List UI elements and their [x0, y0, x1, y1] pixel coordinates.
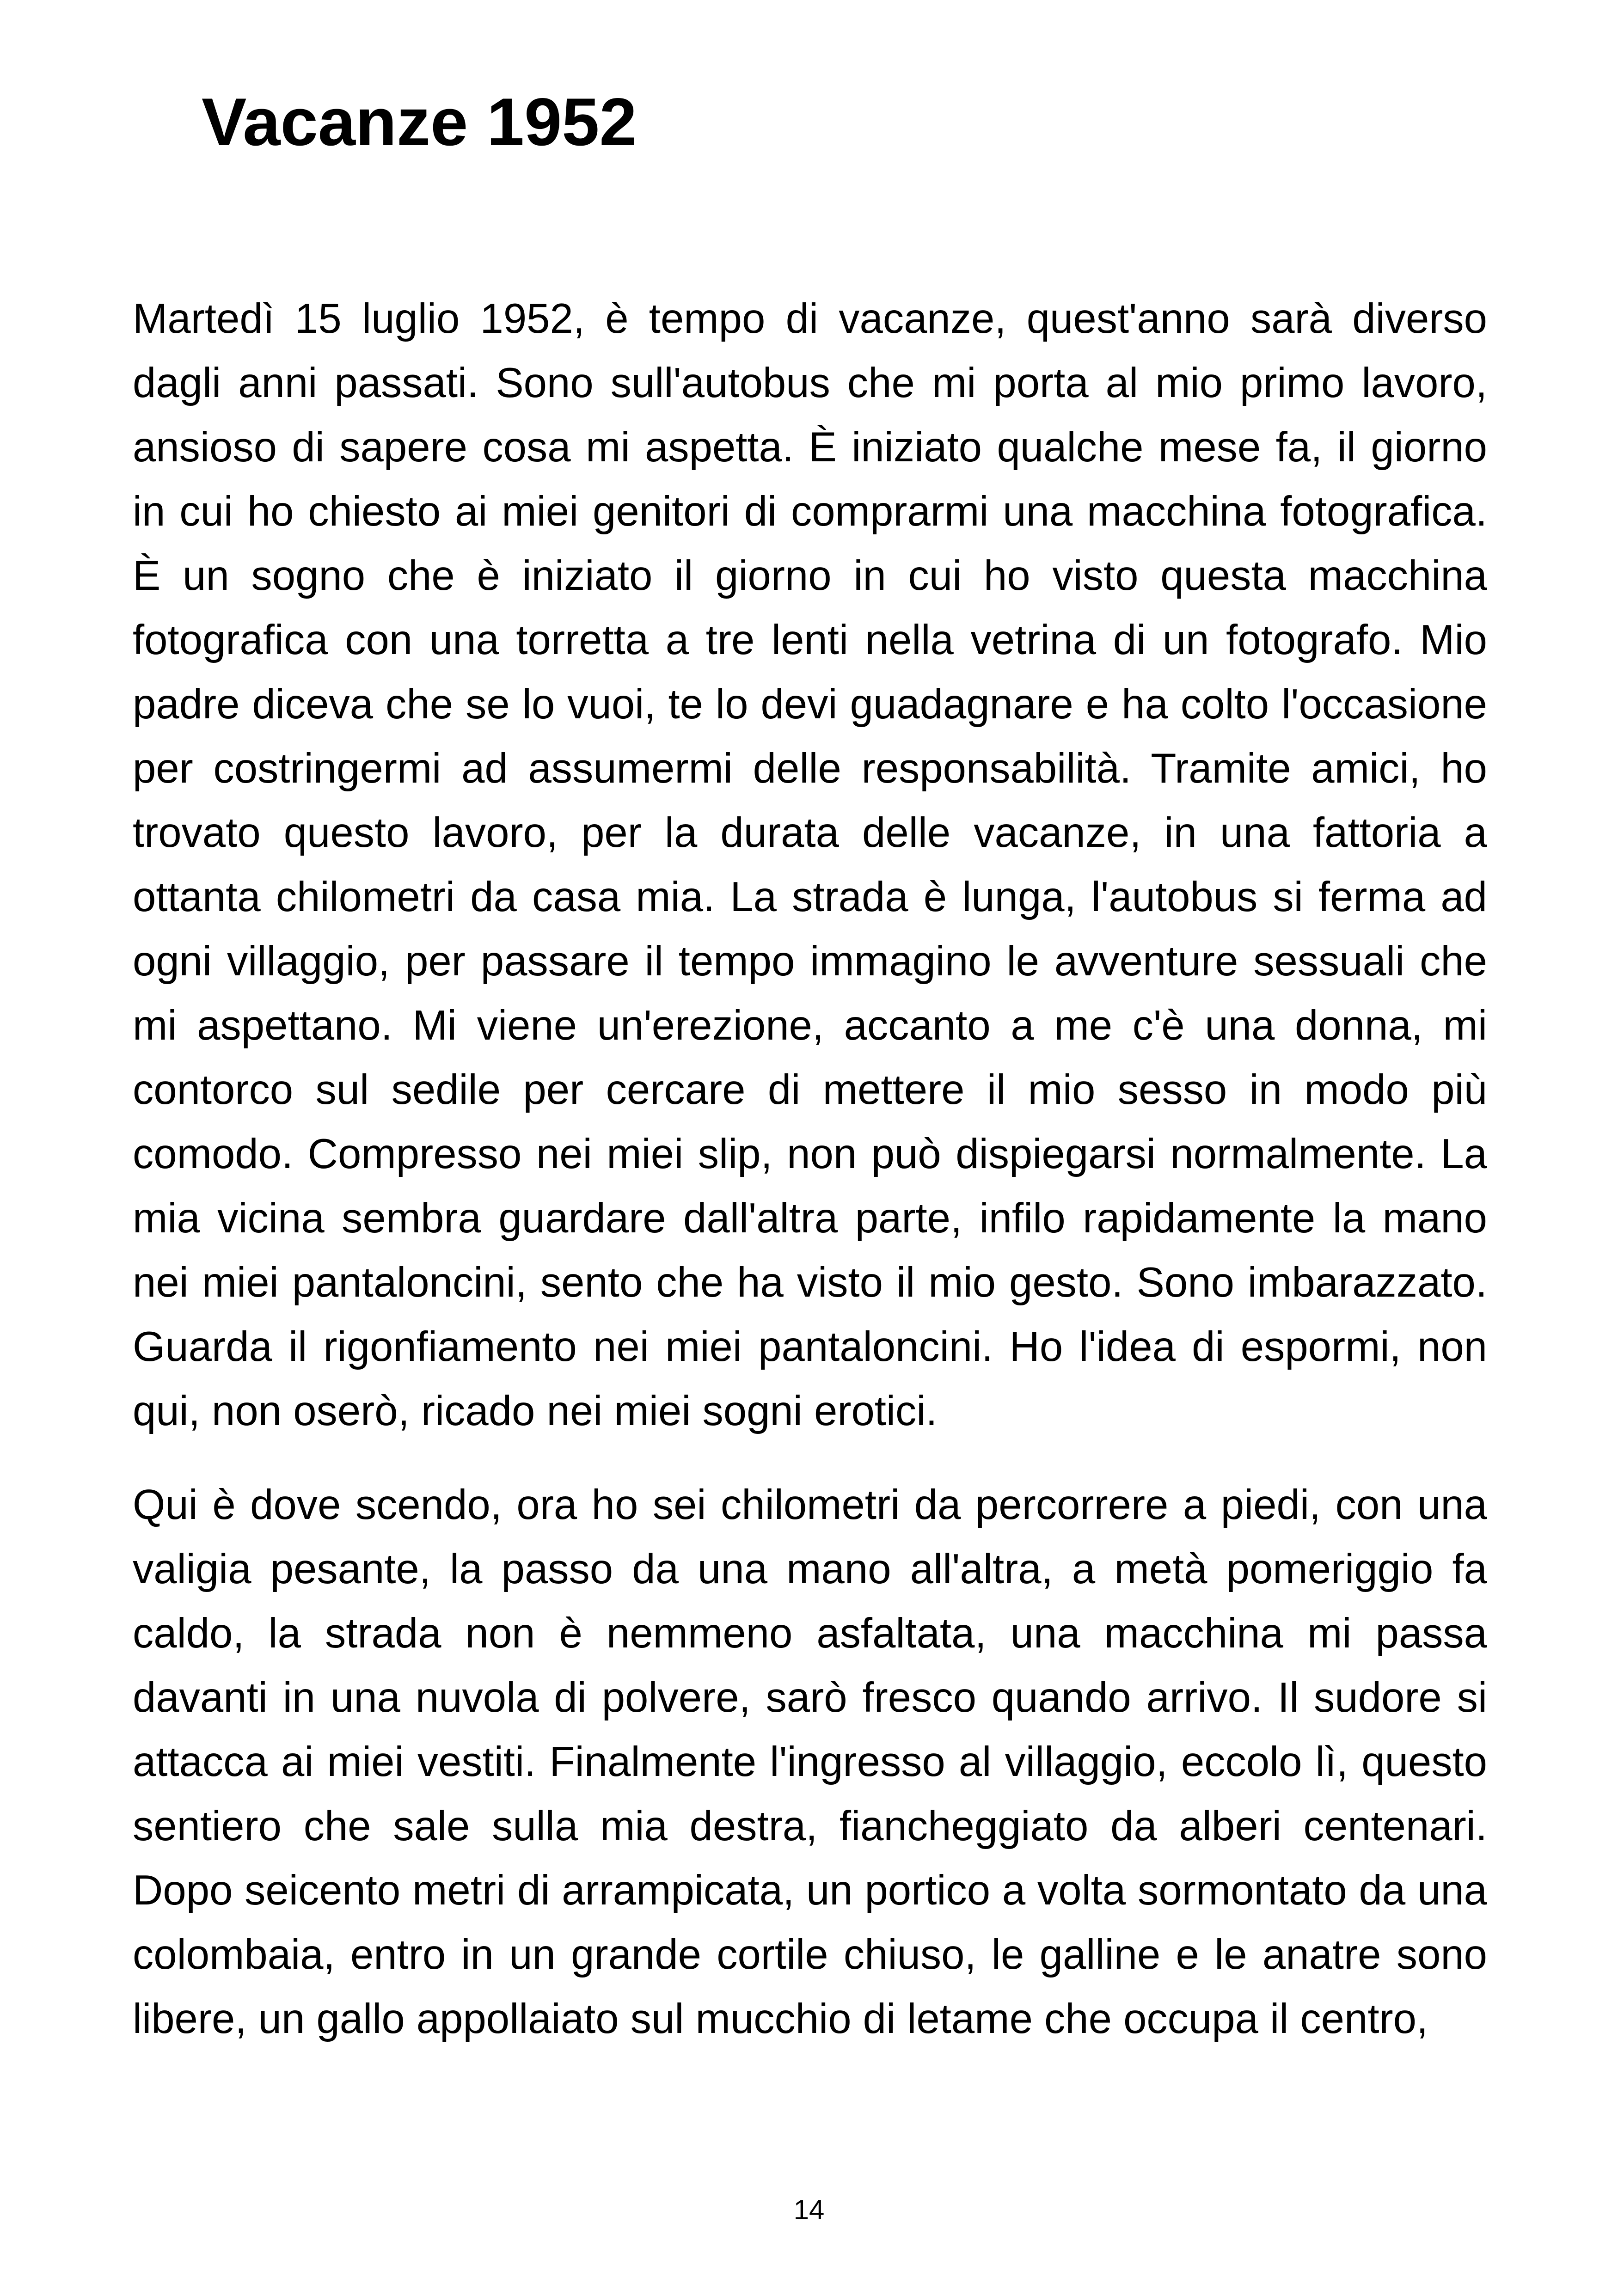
- page-number: 14: [793, 2194, 825, 2225]
- paragraph-2: Qui è dove scendo, ora ho sei chilometri da percorrere a piedi, con una valigia pesante, la passo da una mano all'altra, a metà pomeriggio fa caldo, la strada non è nemmeno asfaltata, una macchina mi passa davanti in una nuvola di polvere, sarò fresco quando arrivo. Il sudore si attacca ai miei vestiti. Finalmente l'ingresso al villaggio, eccolo lì, questo sentiero che sale sulla mia destra, fiancheggiato da alberi centenari. Dopo seicento metri di arrampicata, un portico a volta sormontato da una colombaia, entro in un grande cortile chiuso, le galline e le anatre sono libere, un gallo appollaiato sul mucchio di letame che occupa il centro,: [133, 1482, 1487, 2042]
- chapter-title: Vacanze 1952: [202, 84, 637, 159]
- body-text: [133, 287, 1487, 2051]
- paragraph-1: Martedì 15 luglio 1952, è tempo di vacanze, quest'anno sarà diverso dagli anni passati. Sono sull'autobus che mi porta al mio primo lavoro, ansioso di sapere cosa mi aspetta. È iniziato qualche mese fa, il giorno in cui ho chiesto ai miei genitori di comprarmi una macchina fotografica. È un sogno che è iniziato il giorno in cui ho visto questa macchina fotografica con una torretta a tre lenti nella vetrina di un fotografo. Mio padre diceva che se lo vuoi, te lo devi guadagnare e ha colto l'occasione per costringermi ad assumermi delle responsabilità. Tramite amici, ho trovato questo lavoro, per la durata delle vacanze, in una fattoria a ottanta chilometri da casa mia. La strada è lunga, l'autobus si ferma ad ogni villaggio, per passare il tempo immagino le avventure sessuali che mi aspettano. Mi viene un'erezione, accanto a me c'è una donna, mi contorco sul sedile per cercare di mettere il mio sesso in modo più comodo. Compresso nei miei slip, non può dispiegarsi normalmente. La mia vicina sembra guardare dall'altra parte, infilo rapidamente la mano nei miei pantaloncini, sento che ha visto il mio gesto. Sono imbarazzato. Guarda il rigonfiamento nei miei pantaloncini. Ho l'idea di espormi, non qui, non oserò, ricado nei miei sogni erotici.: [133, 295, 1487, 1434]
